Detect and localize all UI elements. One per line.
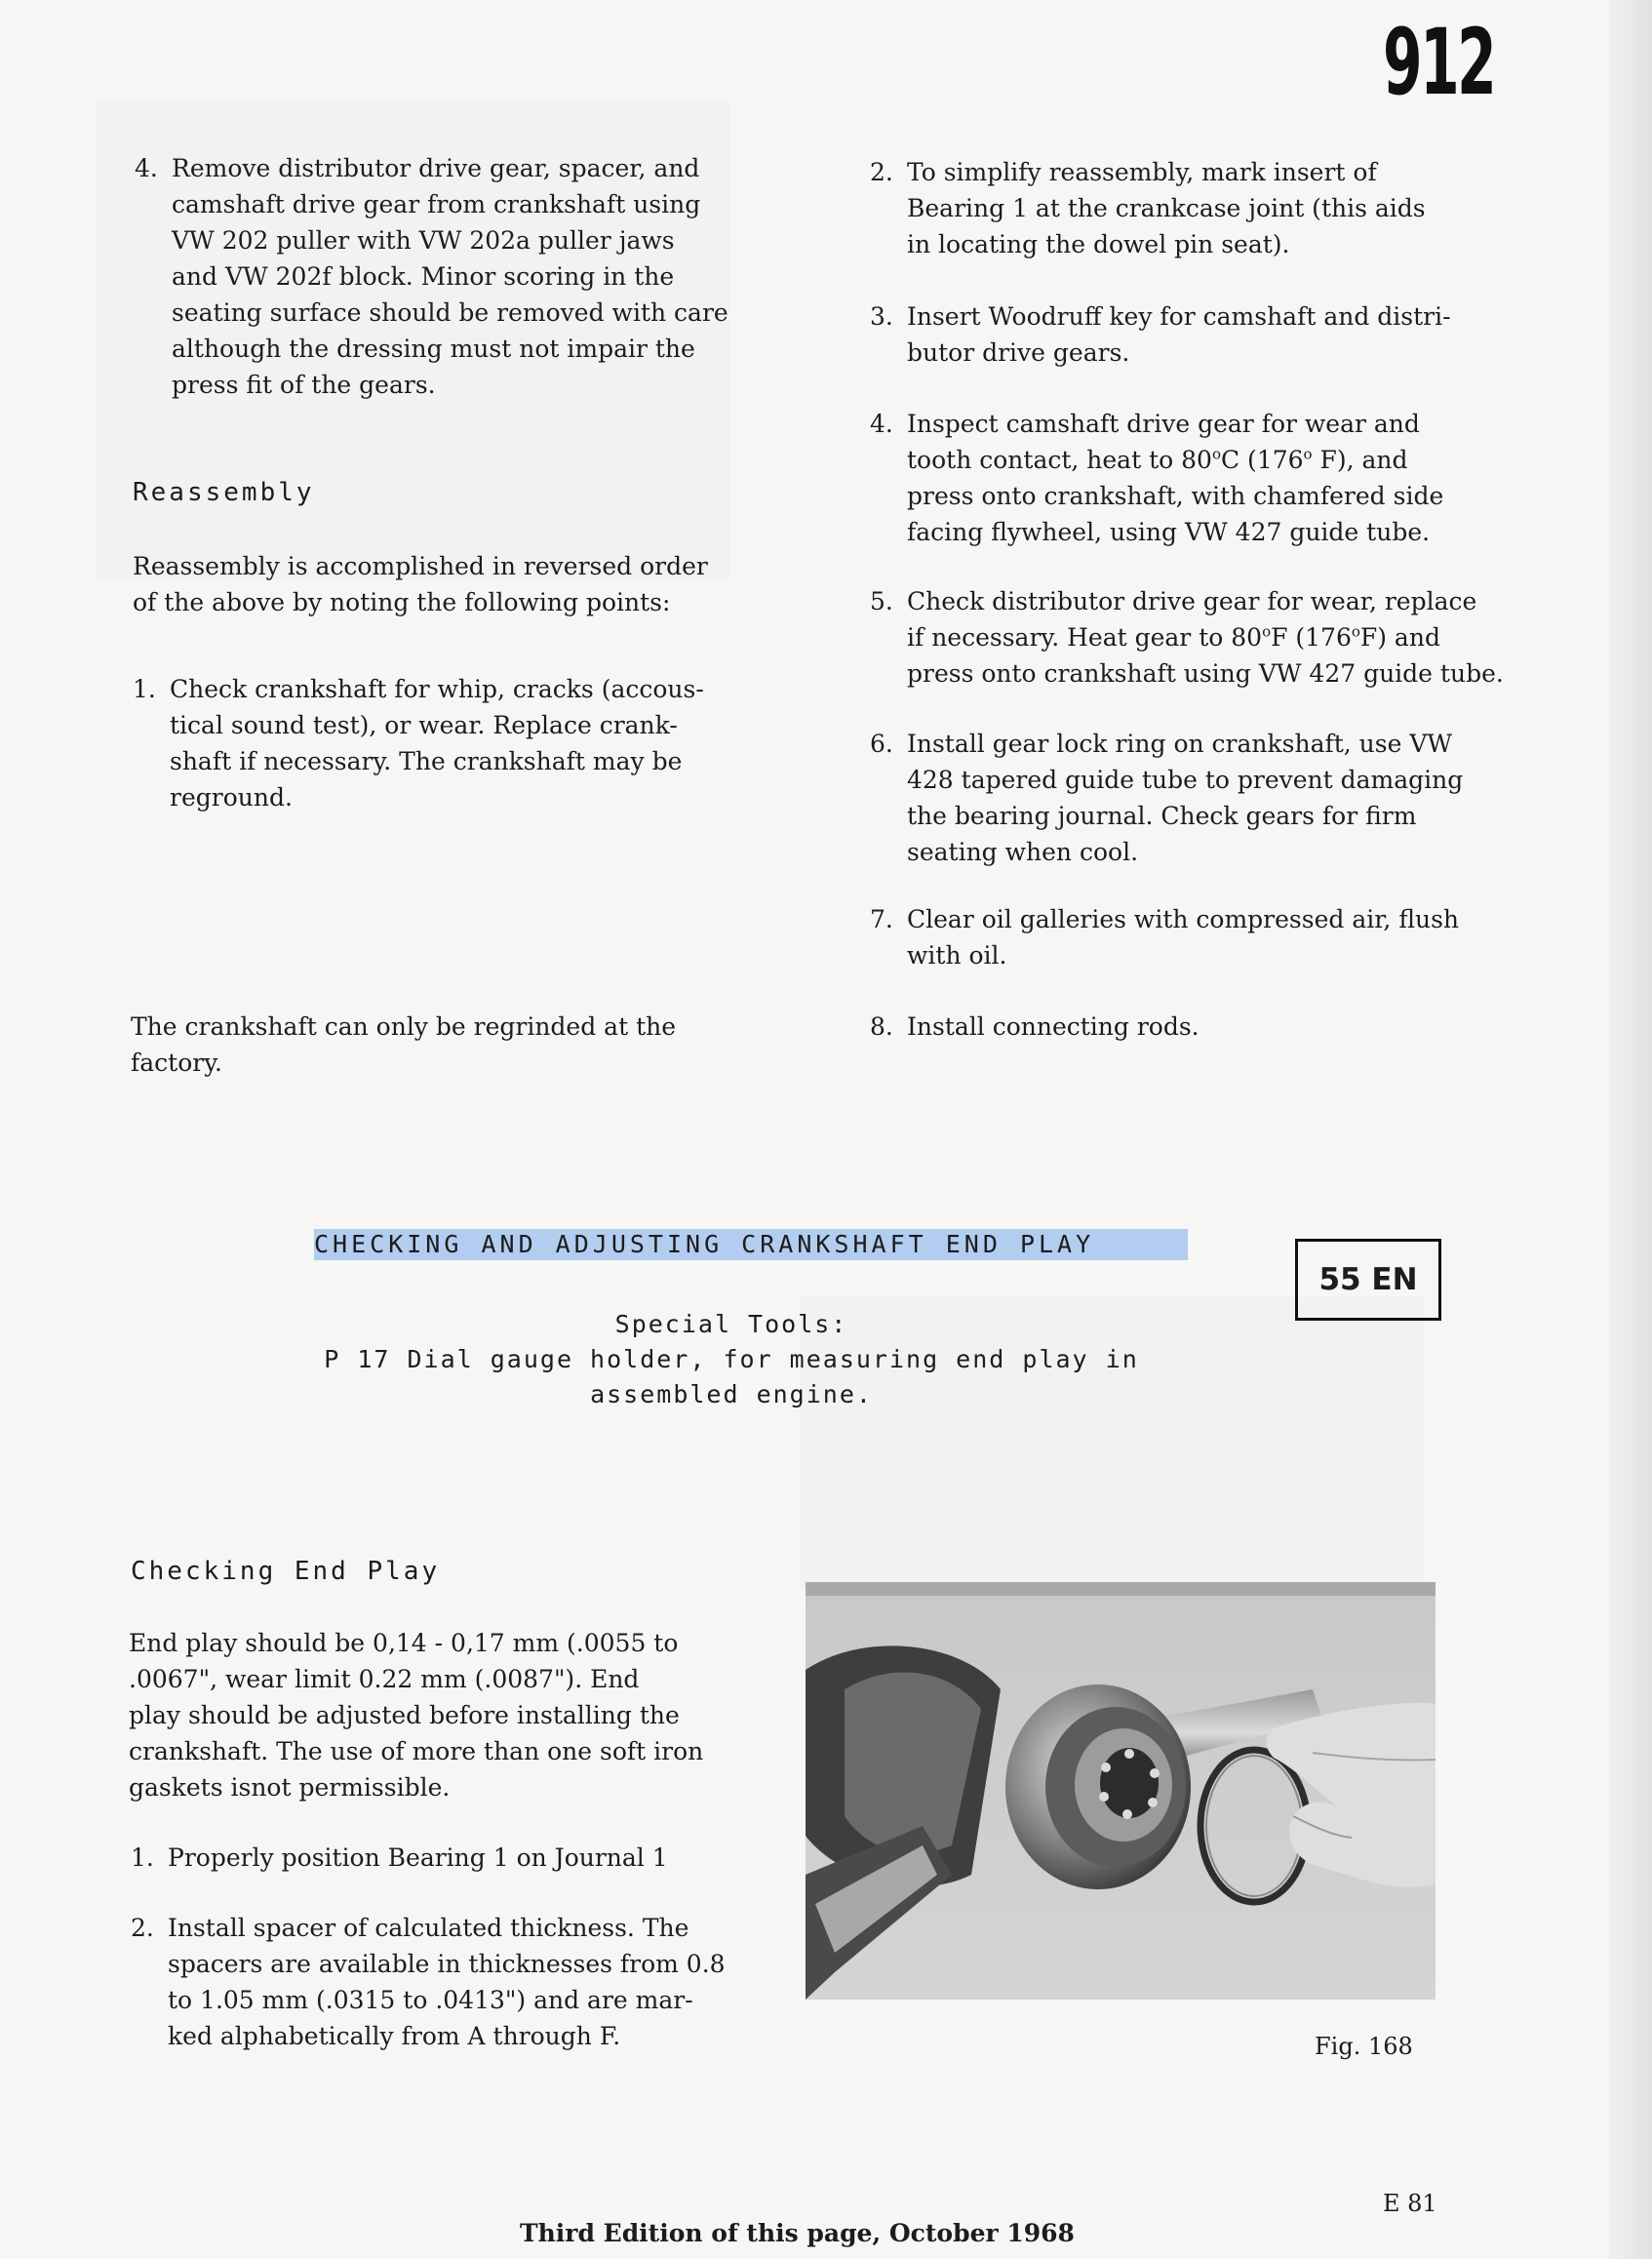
text-line: play should be adjusted before installing the (129, 1701, 680, 1729)
text-line: Check distributor drive gear for wear, replace (907, 587, 1477, 615)
step-number: 4. (870, 410, 893, 438)
text-line: crankshaft. The use of more than one soft iron (129, 1737, 704, 1765)
step-text (170, 671, 704, 815)
step-number: 1. (133, 675, 156, 703)
text-line: the bearing journal. Check gears for firm (907, 802, 1417, 830)
figure-caption: Fig. 168 (1315, 2033, 1413, 2060)
text-line: Reassembly is accomplished in reversed order (133, 552, 708, 580)
tool-line: assembled engine. (590, 1380, 873, 1408)
text-line: reground. (170, 783, 293, 812)
text-line: shaft if necessary. The crankshaft may be (170, 747, 683, 775)
step-text (168, 1840, 668, 1876)
text-fragment: F), and (1312, 446, 1408, 474)
text-line: seating when cool. (907, 838, 1139, 866)
text-line: seating surface should be removed with care (172, 298, 728, 327)
step-text (907, 901, 1459, 973)
text-line: .0067", wear limit 0.22 mm (.0087"). End (129, 1665, 640, 1693)
text-line: factory. (131, 1049, 222, 1077)
text-line: Install connecting rods. (907, 1012, 1200, 1041)
text-line: press onto crankshaft using VW 427 guide tube. (907, 659, 1504, 688)
degree-sign: o (1211, 445, 1221, 463)
text-line: VW 202 puller with VW 202a puller jaws (172, 226, 675, 255)
text-line: Check crankshaft for whip, cracks (accous- (170, 675, 704, 703)
text-line: The crankshaft can only be regrinded at the (131, 1012, 677, 1041)
text-line: Properly position Bearing 1 on Journal 1 (168, 1843, 668, 1872)
text-line: although the dressing must not impair the (172, 335, 695, 363)
text-line: in locating the dowel pin seat). (907, 230, 1290, 258)
text-line: and VW 202f block. Minor scoring in the (172, 262, 675, 291)
text-line: ked alphabetically from A through F. (168, 2022, 621, 2050)
text-line: spacers are available in thicknesses from 0.8 (168, 1950, 726, 1978)
crankshaft-illustration (806, 1582, 1436, 2000)
step-text (907, 154, 1426, 262)
step-number: 7. (870, 905, 893, 933)
edition-note: Third Edition of this page, October 1968 (520, 2219, 1075, 2247)
section-code-badge: 55 EN (1295, 1239, 1441, 1321)
tool-line: P 17 Dial gauge holder, for measuring end play in (324, 1345, 1139, 1373)
section-title: CHECKING AND ADJUSTING CRANKSHAFT END PLAY (314, 1229, 1188, 1260)
special-tools (244, 1307, 1219, 1412)
page-edge (1609, 0, 1652, 2259)
crankshaft-photo (806, 1582, 1436, 2000)
step-text (907, 1009, 1200, 1045)
step-text (907, 406, 1443, 550)
model-number: 912 (1383, 10, 1495, 116)
step-text (907, 298, 1451, 371)
text-line: Remove distributor drive gear, spacer, and (172, 154, 700, 182)
degree-sign: o (1262, 622, 1272, 641)
text-line: Inspect camshaft drive gear for wear and (907, 410, 1420, 438)
degree-sign: o (1303, 445, 1313, 463)
step-number: 8. (870, 1012, 893, 1041)
text-line: Bearing 1 at the crankcase joint (this aids (907, 194, 1426, 222)
text-line: Insert Woodruff key for camshaft and distri- (907, 302, 1451, 331)
step-text (907, 583, 1504, 692)
text-line: End play should be 0,14 - 0,17 mm (.0055 to (129, 1629, 679, 1657)
step-number: 3. (870, 302, 893, 331)
text-line: to 1.05 mm (.0315 to .0413") and are mar- (168, 1986, 693, 2014)
text-line: butor drive gears. (907, 338, 1130, 367)
reassembly-intro (133, 548, 757, 620)
page-code: E 81 (1383, 2190, 1437, 2217)
text-fragment: C (176 (1220, 446, 1304, 474)
step-number: 2. (131, 1914, 154, 1942)
text-line: Install gear lock ring on crankshaft, use VW (907, 730, 1453, 758)
text-line: facing flywheel, using VW 427 guide tube. (907, 518, 1431, 546)
reassembly-heading: Reassembly (133, 478, 315, 507)
degree-sign: o (1351, 622, 1360, 641)
step-number: 1. (131, 1843, 154, 1872)
text-line: To simplify reassembly, mark insert of (907, 158, 1377, 186)
step-text (168, 1910, 726, 2054)
text-line: 428 tapered guide tube to prevent damaging (907, 766, 1464, 794)
text-line: camshaft drive gear from crankshaft using (172, 190, 701, 218)
text-fragment: F) and (1359, 623, 1440, 652)
text-line: press onto crankshaft, with chamfered side (907, 482, 1444, 510)
text-line: Clear oil galleries with compressed air, flush (907, 905, 1460, 933)
text-fragment: tooth contact, heat to 80 (907, 446, 1212, 474)
special-tools-heading: Special Tools: (614, 1310, 848, 1338)
text-line: press fit of the gears. (172, 371, 436, 399)
text-line (907, 442, 1443, 478)
end-play-text (129, 1625, 753, 1805)
step-number: 6. (870, 730, 893, 758)
step-text (172, 150, 728, 403)
text-line: tical sound test), or wear. Replace crank- (170, 711, 678, 739)
regrind-note (131, 1009, 755, 1081)
text-fragment: if necessary. Heat gear to 80 (907, 623, 1263, 652)
text-line: Install spacer of calculated thickness. The (168, 1914, 689, 1942)
step-number: 4. (135, 154, 158, 182)
text-line (907, 619, 1504, 655)
text-fragment: F (176 (1271, 623, 1352, 652)
step-number: 5. (870, 587, 893, 615)
text-line: gaskets isnot permissible. (129, 1773, 451, 1802)
text-line: of the above by noting the following points: (133, 588, 671, 616)
text-line: with oil. (907, 941, 1007, 970)
step-number: 2. (870, 158, 893, 186)
checking-end-play-heading: Checking End Play (131, 1557, 441, 1586)
step-text (907, 726, 1463, 870)
